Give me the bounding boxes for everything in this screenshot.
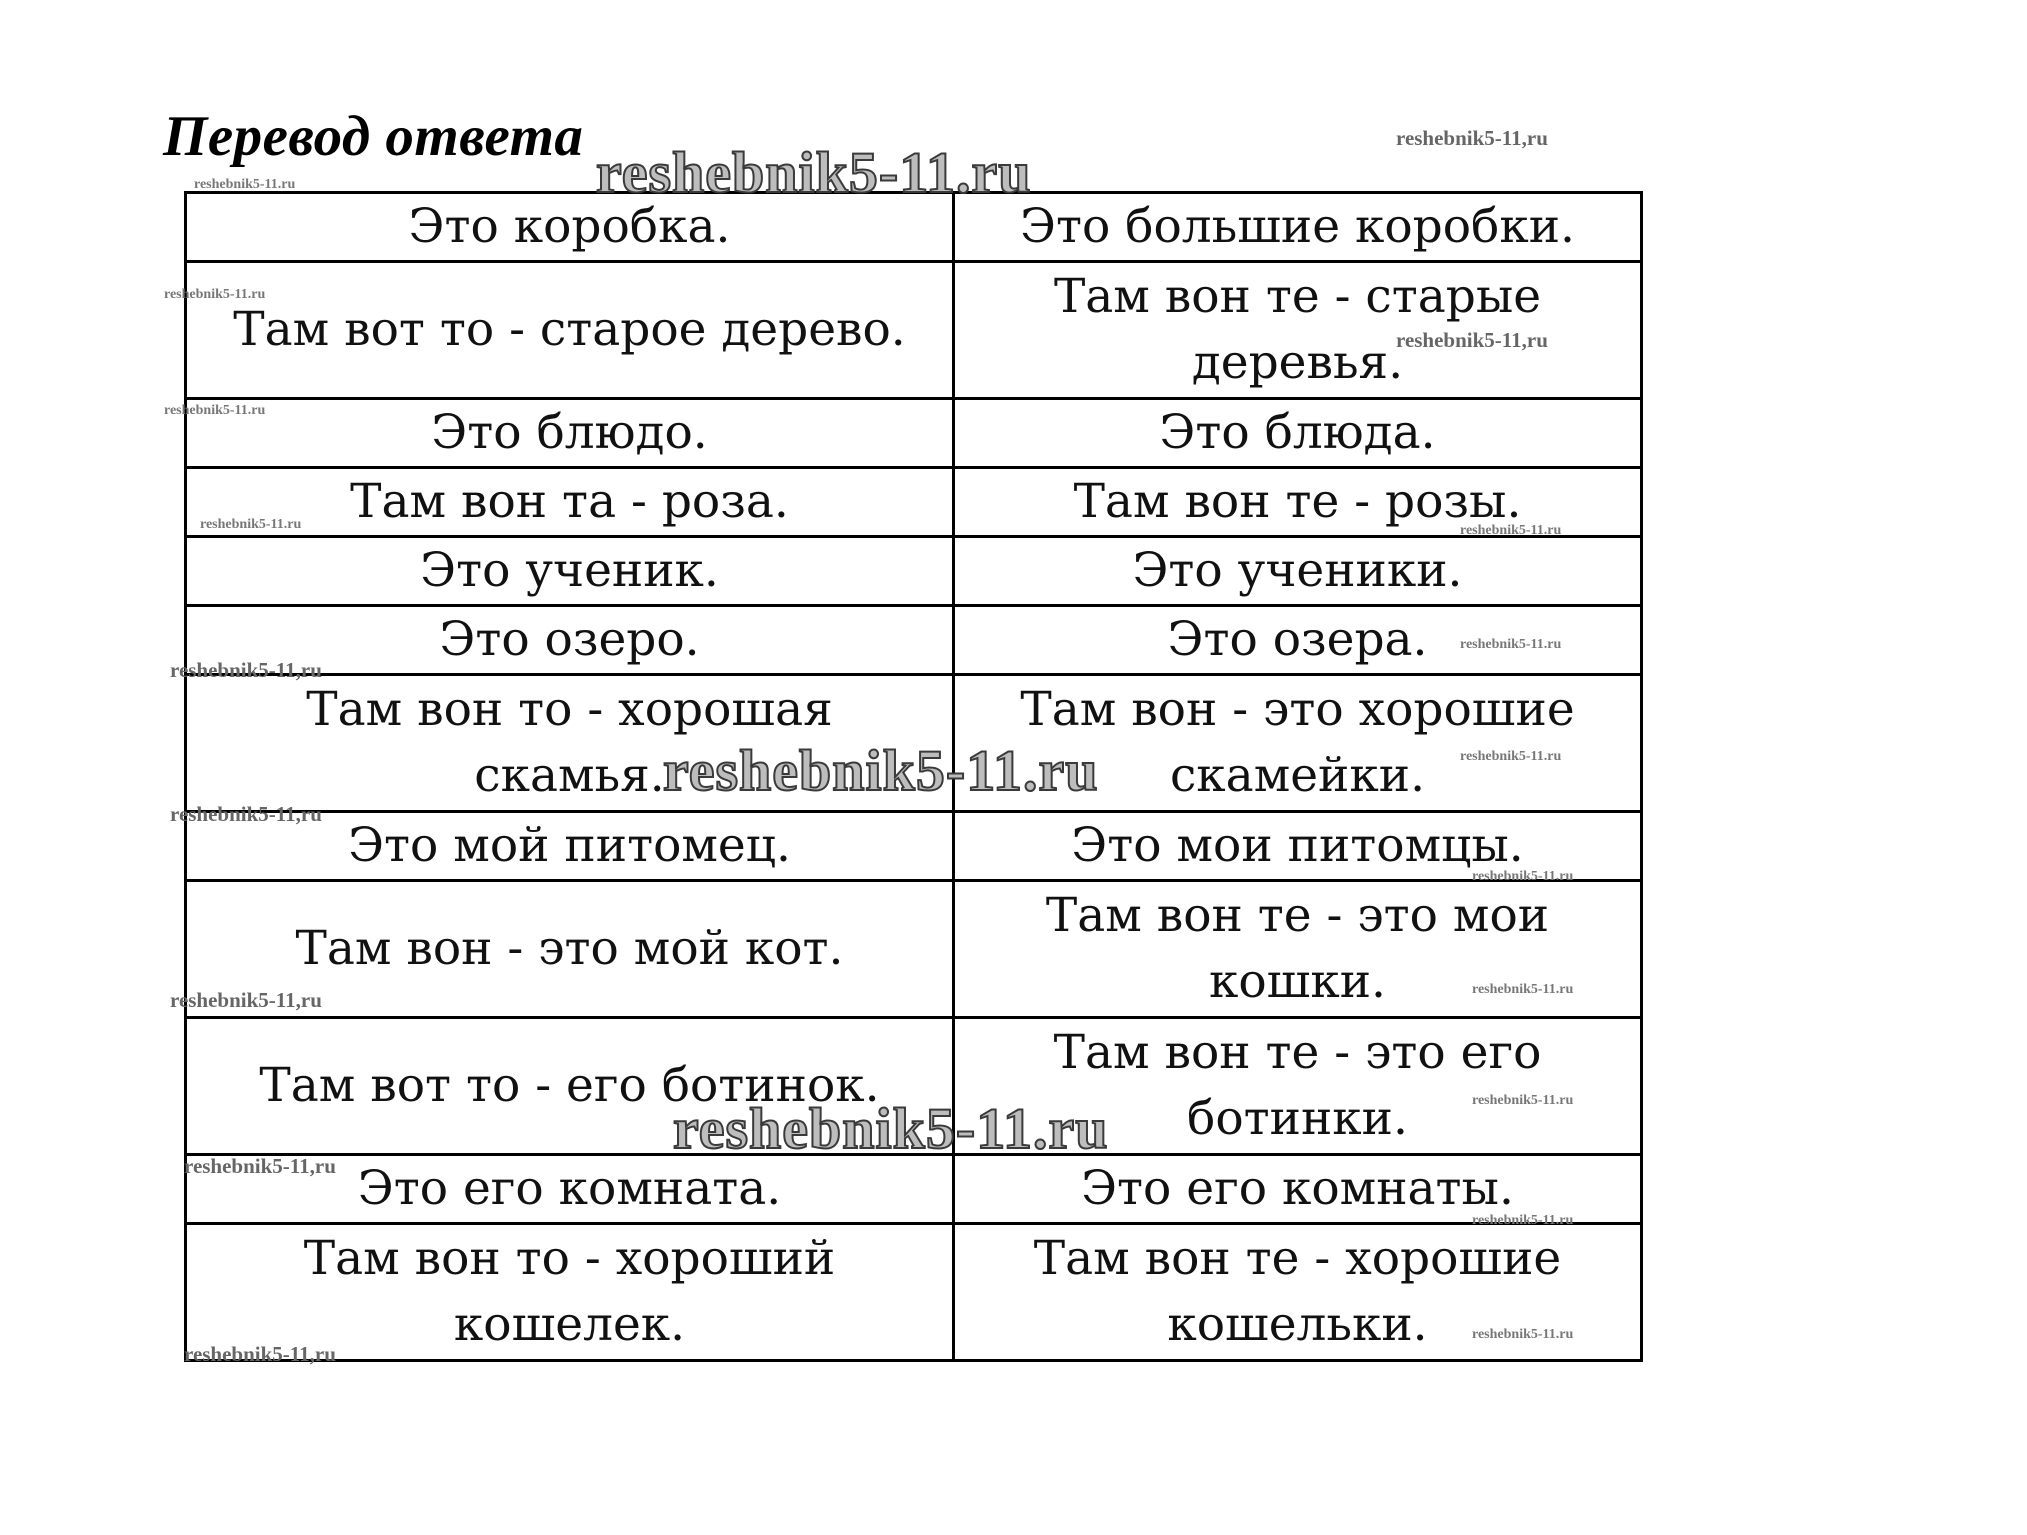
table-row: [186, 193, 1642, 262]
watermark-small: reshebnik5-11,ru: [1396, 328, 1548, 352]
right-cell: Это его комнаты.: [954, 1155, 1642, 1224]
table-row: [186, 1018, 1642, 1155]
right-cell: Там вон те - хорошие кошельки.: [954, 1224, 1642, 1361]
watermark-small: reshebnik5-11,ru: [170, 988, 322, 1012]
watermark-tiny: reshebnik5-11.ru: [164, 403, 266, 418]
table-row: [186, 1224, 1642, 1361]
watermark-large: reshebnik5-11.ru: [596, 140, 1032, 205]
watermark-tiny: reshebnik5-11.ru: [1460, 637, 1562, 652]
right-cell: Там вон те - это его ботинки.: [954, 1018, 1642, 1155]
watermark-tiny: reshebnik5-11.ru: [1460, 749, 1562, 764]
watermark-tiny: reshebnik5-11.ru: [194, 177, 296, 192]
right-cell: Это мои питомцы.: [954, 812, 1642, 881]
table-row: [186, 1155, 1642, 1224]
watermark-tiny: reshebnik5-11.ru: [1472, 869, 1574, 884]
watermark-tiny: reshebnik5-11.ru: [1472, 1213, 1574, 1228]
table-row: [186, 537, 1642, 606]
table-row: [186, 262, 1642, 399]
left-cell: Там вон то - хорошая скамья.: [186, 675, 954, 812]
table-row: [186, 399, 1642, 468]
watermark-small: reshebnik5-11,ru: [170, 802, 322, 826]
watermark-large: reshebnik5-11.ru: [673, 1096, 1109, 1161]
left-cell: Это блюдо.: [186, 399, 954, 468]
watermark-tiny: reshebnik5-11.ru: [1472, 982, 1574, 997]
left-cell: Там вон то - хороший кошелек.: [186, 1224, 954, 1361]
table-row: [186, 881, 1642, 1018]
right-cell: Это ученики.: [954, 537, 1642, 606]
right-cell: Это большие коробки.: [954, 193, 1642, 262]
watermark-tiny: reshebnik5-11.ru: [1460, 523, 1562, 538]
table-row: [186, 675, 1642, 812]
table-row: [186, 468, 1642, 537]
right-cell: Там вон те - розы.: [954, 468, 1642, 537]
left-cell: Это мой питомец.: [186, 812, 954, 881]
page-title: Перевод ответа: [163, 105, 584, 168]
left-cell: Это ученик.: [186, 537, 954, 606]
left-cell: Там вон та - роза.: [186, 468, 954, 537]
watermark-small: reshebnik5-11,ru: [184, 1154, 336, 1178]
watermark-small: reshebnik5-11,ru: [1396, 126, 1548, 150]
watermark-small: reshebnik5-11,ru: [170, 658, 322, 682]
translation-table: [184, 191, 1643, 1362]
left-cell: Это озеро.: [186, 606, 954, 675]
left-cell: Там вот то - его ботинок.: [186, 1018, 954, 1155]
table-row: [186, 812, 1642, 881]
right-cell: Там вон те - это мои кошки.: [954, 881, 1642, 1018]
left-cell: Там вон - это мой кот.: [186, 881, 954, 1018]
watermark-tiny: reshebnik5-11.ru: [200, 517, 302, 532]
left-cell: Там вот то - старое дерево.: [186, 262, 954, 399]
right-cell: Там вон - это хорошие скамейки.: [954, 675, 1642, 812]
right-cell: Там вон те - старые деревья.: [954, 262, 1642, 399]
left-cell: Это его комната.: [186, 1155, 954, 1224]
right-cell: Это блюда.: [954, 399, 1642, 468]
right-cell: Это озера.: [954, 606, 1642, 675]
watermark-small: reshebnik5-11,ru: [184, 1342, 336, 1366]
watermark-tiny: reshebnik5-11.ru: [1472, 1327, 1574, 1342]
left-cell: Это коробка.: [186, 193, 954, 262]
watermark-tiny: reshebnik5-11.ru: [164, 287, 266, 302]
table-row: [186, 606, 1642, 675]
watermark-tiny: reshebnik5-11.ru: [1472, 1093, 1574, 1108]
watermark-large: reshebnik5-11.ru: [663, 738, 1099, 803]
